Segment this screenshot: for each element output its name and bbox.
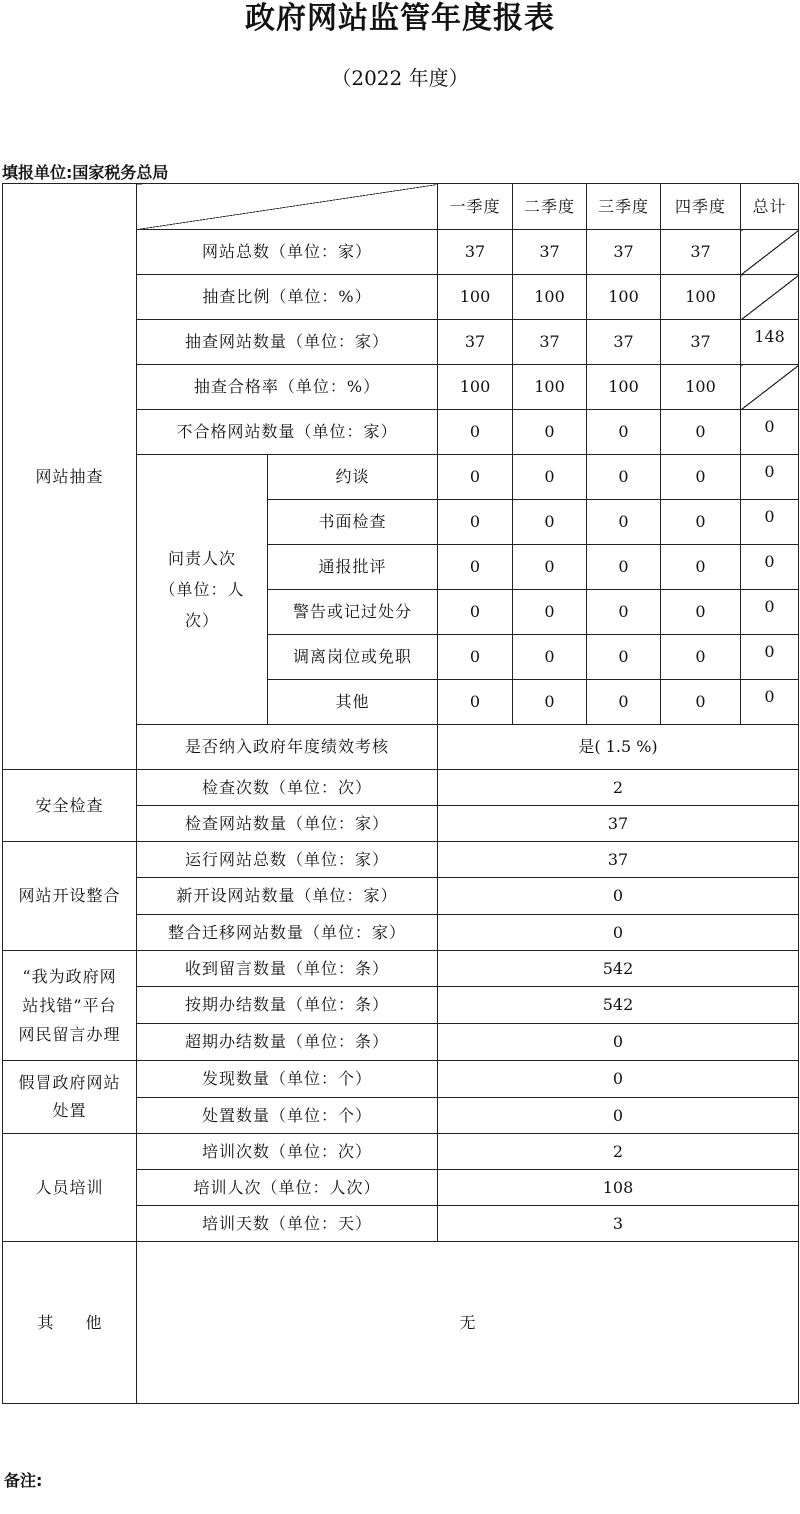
cell-q3: 37: [587, 320, 661, 365]
row-label: 不合格网站数量（单位：家）: [137, 410, 438, 455]
row-label: 检查次数（单位：次）: [137, 770, 438, 806]
row-value: 0: [438, 915, 799, 951]
row-label: 培训人次（单位：人次）: [137, 1170, 438, 1206]
row-label: 新开设网站数量（单位：家）: [137, 878, 438, 915]
report-table: [2, 183, 799, 1404]
row-value: 0: [438, 878, 799, 915]
row-label: 书面检查: [268, 500, 438, 545]
cell-q1: 0: [438, 635, 513, 680]
row-value: 37: [438, 842, 799, 878]
reporting-unit: 填报单位:国家税务总局: [2, 163, 169, 182]
cell-q2: 0: [513, 455, 587, 500]
cell-q4: 0: [661, 680, 741, 725]
cell-q1: 0: [438, 500, 513, 545]
report-year: （2022 年度）: [331, 66, 469, 90]
other-value: 无: [137, 1242, 799, 1404]
row-label: 是否纳入政府年度绩效考核: [137, 725, 438, 770]
cell-total: 0: [741, 590, 799, 635]
row-value: 2: [438, 1134, 799, 1170]
cell-q1: 0: [438, 545, 513, 590]
table-row: [3, 1061, 799, 1098]
header-q1: 一季度: [438, 184, 513, 230]
cell-total: 0: [741, 545, 799, 590]
cell-total-empty: [741, 365, 799, 410]
table-row: [3, 1134, 799, 1170]
cell-q1: 0: [438, 410, 513, 455]
cell-q3: 100: [587, 365, 661, 410]
cell-q1: 0: [438, 590, 513, 635]
table-row: [3, 1242, 799, 1404]
cell-total: 0: [741, 455, 799, 500]
cell-total: 148: [741, 320, 799, 365]
table-row: [3, 842, 799, 878]
cell-q2: 0: [513, 680, 587, 725]
section-accountability: 问责人次 （单位：人 次）: [137, 455, 268, 725]
cell-q1: 0: [438, 455, 513, 500]
cell-q2: 0: [513, 410, 587, 455]
cell-q3: 0: [587, 545, 661, 590]
row-label: 调离岗位或免职: [268, 635, 438, 680]
row-label: 运行网站总数（单位：家）: [137, 842, 438, 878]
cell-q2: 100: [513, 365, 587, 410]
row-label: 抽查网站数量（单位：家）: [137, 320, 438, 365]
row-label: 抽查合格率（单位：%）: [137, 365, 438, 410]
header-total: 总计: [741, 184, 799, 230]
row-value: 542: [438, 987, 799, 1024]
cell-q2: 100: [513, 275, 587, 320]
row-label: 约谈: [268, 455, 438, 500]
cell-q2: 37: [513, 230, 587, 275]
cell-q1: 37: [438, 320, 513, 365]
row-value: 542: [438, 951, 799, 987]
row-label: 检查网站数量（单位：家）: [137, 806, 438, 842]
table-row: [3, 770, 799, 806]
row-label: 抽查比例（单位：%）: [137, 275, 438, 320]
row-value: 2: [438, 770, 799, 806]
header-q2: 二季度: [513, 184, 587, 230]
cell-q4: 0: [661, 590, 741, 635]
cell-q3: 0: [587, 455, 661, 500]
cell-q3: 0: [587, 410, 661, 455]
section-security: 安全检查: [3, 770, 137, 842]
cell-q4: 100: [661, 275, 741, 320]
row-label: 收到留言数量（单位：条）: [137, 951, 438, 987]
row-label: 网站总数（单位：家）: [137, 230, 438, 275]
section-fake: 假冒政府网站 处置: [3, 1061, 137, 1134]
cell-q4: 0: [661, 455, 741, 500]
cell-q2: 0: [513, 590, 587, 635]
row-label: 培训天数（单位：天）: [137, 1206, 438, 1242]
header-q4: 四季度: [661, 184, 741, 230]
cell-q1: 0: [438, 680, 513, 725]
cell-q2: 37: [513, 320, 587, 365]
section-integration: 网站开设整合: [3, 842, 137, 951]
performance-value: 是( 1.5 %): [438, 725, 799, 770]
header-diagonal-cell: [137, 184, 438, 230]
cell-total: 0: [741, 410, 799, 455]
row-value: 0: [438, 1061, 799, 1098]
row-value: 3: [438, 1206, 799, 1242]
row-label: 警告或记过处分: [268, 590, 438, 635]
row-label: 发现数量（单位：个）: [137, 1061, 438, 1098]
section-message: “我为政府网 站找错”平台 网民留言办理: [3, 951, 137, 1061]
table-row: [3, 951, 799, 987]
cell-q3: 0: [587, 500, 661, 545]
row-value: 0: [438, 1098, 799, 1134]
row-value: 108: [438, 1170, 799, 1206]
header-q3: 三季度: [587, 184, 661, 230]
cell-q1: 100: [438, 275, 513, 320]
section-other: 其 他: [3, 1242, 137, 1404]
cell-q4: 0: [661, 545, 741, 590]
cell-total-empty: [741, 230, 799, 275]
cell-q3: 0: [587, 590, 661, 635]
cell-total: 0: [741, 680, 799, 725]
cell-q1: 37: [438, 230, 513, 275]
cell-q3: 0: [587, 635, 661, 680]
row-value: 37: [438, 806, 799, 842]
report-title: 政府网站监管年度报表: [245, 1, 555, 36]
cell-total: 0: [741, 500, 799, 545]
section-spot-check: 网站抽查: [3, 184, 137, 770]
cell-q4: 37: [661, 320, 741, 365]
row-label: 其他: [268, 680, 438, 725]
section-training: 人员培训: [3, 1134, 137, 1242]
cell-q3: 37: [587, 230, 661, 275]
cell-q2: 0: [513, 635, 587, 680]
row-label: 整合迁移网站数量（单位：家）: [137, 915, 438, 951]
cell-total-empty: [741, 275, 799, 320]
cell-total: 0: [741, 635, 799, 680]
row-label: 培训次数（单位：次）: [137, 1134, 438, 1170]
cell-q4: 0: [661, 635, 741, 680]
cell-q4: 37: [661, 230, 741, 275]
row-value: 0: [438, 1024, 799, 1061]
header-row: [3, 184, 799, 230]
cell-q4: 0: [661, 500, 741, 545]
cell-q4: 100: [661, 365, 741, 410]
cell-q3: 0: [587, 680, 661, 725]
cell-q2: 0: [513, 545, 587, 590]
cell-q2: 0: [513, 500, 587, 545]
cell-q4: 0: [661, 410, 741, 455]
remark-label: 备注:: [4, 1471, 43, 1490]
cell-q1: 100: [438, 365, 513, 410]
row-label: 处置数量（单位：个）: [137, 1098, 438, 1134]
row-label: 按期办结数量（单位：条）: [137, 987, 438, 1024]
row-label: 超期办结数量（单位：条）: [137, 1024, 438, 1061]
row-label: 通报批评: [268, 545, 438, 590]
cell-q3: 100: [587, 275, 661, 320]
